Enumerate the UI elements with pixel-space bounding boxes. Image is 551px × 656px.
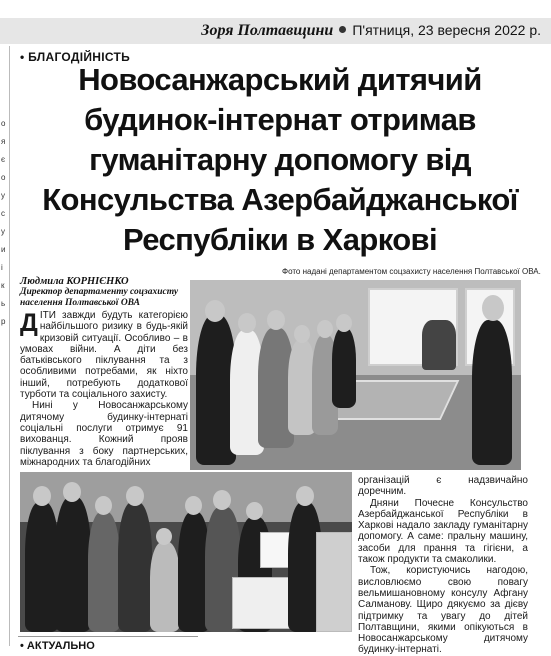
paragraph: Нині у Новосанжарському дитячому будинку-інтернаті соціальні послуги отримує 91 вихованця. Кожний прояв піклування з боку партнерських, міжнародних та благодійних (20, 400, 188, 468)
photo-credit: Фото надані департаментом соцзахисту населення Полтавської ОВА. (282, 267, 541, 276)
lead-paragraph (20, 310, 188, 400)
bullet-dot-icon (339, 26, 346, 33)
article-column-2 (358, 475, 528, 656)
paragraph: організацій є надзвичайно доречним. (358, 475, 528, 498)
drop-cap: Д (20, 309, 38, 337)
article-column-1 (20, 310, 188, 468)
section-divider (18, 636, 198, 637)
issue-date: П'ятниця, 23 вересня 2022 р. (352, 22, 541, 38)
newspaper-name: Зоря Полтавщини (201, 22, 334, 39)
author-role: Директор департаменту соцзахисту населення Полтавської ОВА (20, 287, 179, 308)
paragraph: Дняни Почесне Консульство Азербайджанської Республіки в Харкові надало закладу гуманітарну допомогу. А саме: пральну машину, засоби для прання та гігієни, а також продукти та смаколики. (358, 497, 528, 566)
photo-group (20, 472, 352, 632)
section-rubric: • БЛАГОДІЙНІСТЬ (20, 50, 131, 64)
author-name: Людмила КОРНІЄНКО (20, 276, 129, 287)
photo-ceremony (190, 280, 521, 470)
paragraph: Тож, користуючись нагодою, висловлюємо свою повагу вельмишановному консулу Афгану Салманову. Щиро дякуємо за дієву підтримку та увагу до дітей Полтавщини, якими опікуються в Новосанжарському дитячому будинку-інтернаті. (358, 565, 528, 656)
next-section-rubric: • АКТУАЛЬНО (20, 640, 95, 652)
adjacent-column-fragment: о я є о у с у и і к ь р (1, 119, 6, 326)
lead-paragraph-text: ІТИ завжди будуть категорією найбільшого ризику в будь-якій кризовій ситуації. Особливо – в умовах війни. А діти без батьківського піклування та з особливими потребами, як ніхто інший, потребують додаткової турботи та соціального захисту. (20, 310, 188, 401)
article-headline: Новосанжарський дитячий будинок-інтернат отримав гуманітарну допомогу від Консульства Азербайджанської Республіки в Харкові (42, 62, 518, 257)
masthead (201, 22, 541, 40)
